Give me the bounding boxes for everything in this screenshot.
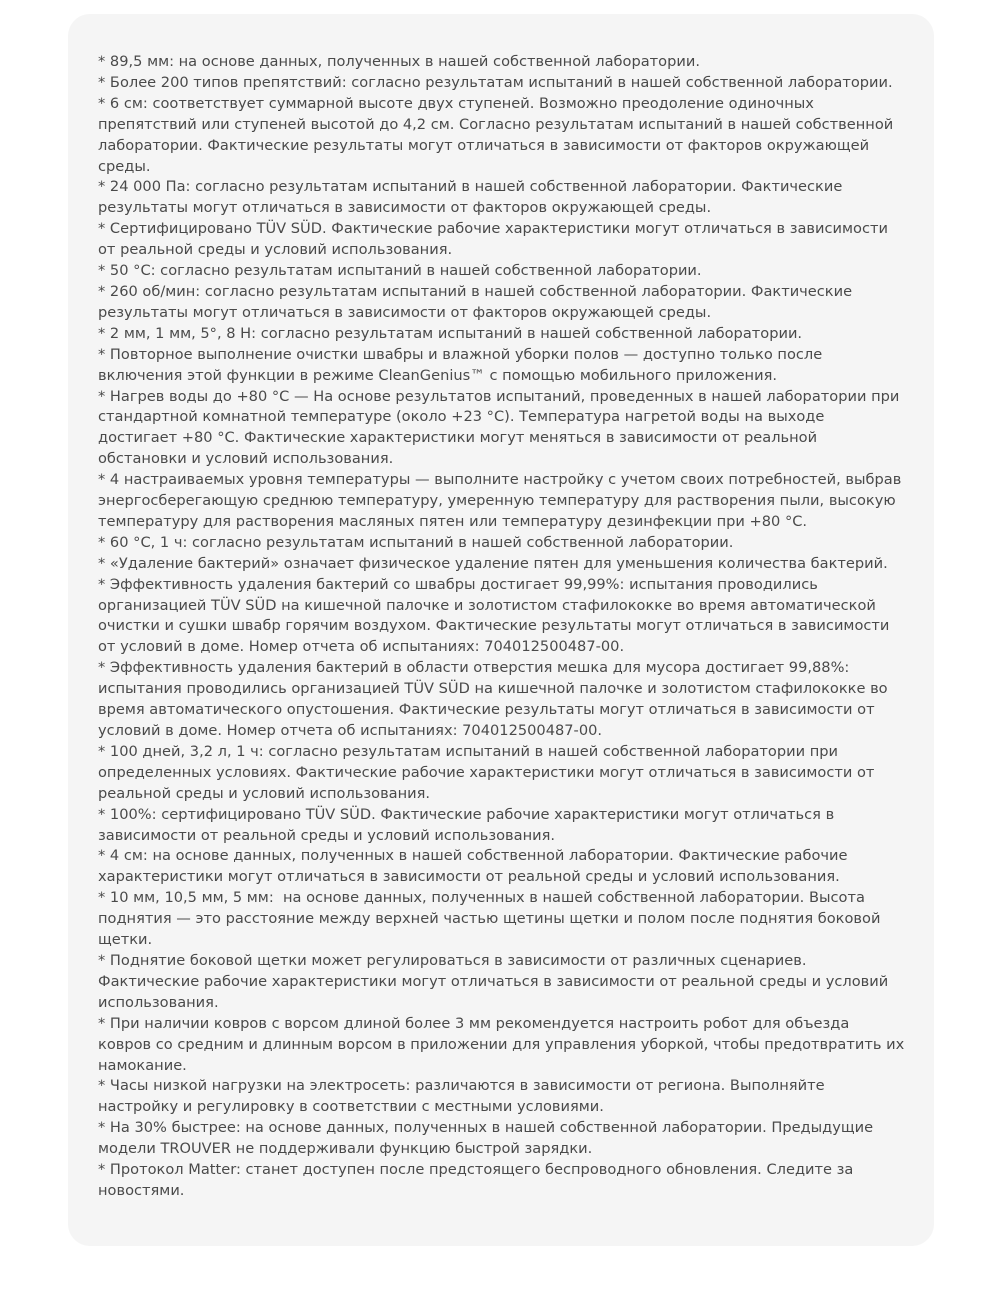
footnote: * 4 настраиваемых уровня температуры — выполните настройку с учетом своих потребностей, выбрав энергосберегающую среднюю температуру, умеренную температуру для растворения пыли, высокую температуру для растворения масляных пятен или температуру дезинфекции при +80 °C.	[98, 471, 906, 530]
footnote: * Часы низкой нагрузки на электросеть: различаются в зависимости от региона. Выполняйте настройку и регулировку в соответствии с местными условиями.	[98, 1077, 830, 1116]
footnote: * 60 °C, 1 ч: согласно результатам испытаний в нашей собственной лаборатории.	[98, 533, 734, 551]
footnote: * Эффективность удаления бактерий в области отверстия мешка для мусора достигает 99,88%: испытания проводились организацией TÜV SÜD на кишечной палочке и золотистом стафилококке во время автоматического опустошения. Фактические результаты могут отличаться в зависимости от условий в доме. Номер отчета об испытаниях: 704012500487-00.	[98, 659, 893, 739]
footnote: * Сертифицировано TÜV SÜD. Фактические рабочие характеристики могут отличаться в зависимости от реальной среды и условий использования.	[98, 220, 893, 259]
footnote: * 260 об/мин: согласно результатам испытаний в нашей собственной лаборатории. Фактические результаты могут отличаться в зависимости от факторов окружающей среды.	[98, 282, 857, 321]
footnotes-card	[68, 14, 934, 1246]
footnote: * На 30% быстрее: на основе данных, полученных в нашей собственной лаборатории. Предыдущие модели TROUVER не поддерживали функцию быстрой зарядки.	[98, 1119, 878, 1158]
footnote: * 2 мм, 1 мм, 5°, 8 Н: согласно результатам испытаний в нашей собственной лаборатории.	[98, 324, 803, 342]
footnote: * Протокол Matter: станет доступен после предстоящего беспроводного обновления. Следите за новостями.	[98, 1161, 858, 1199]
footnote: * 24 000 Па: согласно результатам испытаний в нашей собственной лаборатории. Фактические результаты могут отличаться в зависимости от факторов окружающей среды.	[98, 178, 847, 217]
footnote: * Поднятие боковой щетки может регулироваться в зависимости от различных сценариев. Фактические рабочие характеристики могут отличаться в зависимости от реальной среды и условий использования.	[98, 951, 893, 1011]
footnote: * «Удаление бактерий» означает физическое удаление пятен для уменьшения количества бактерий.	[98, 554, 888, 572]
footnote: * Более 200 типов препятствий: согласно результатам испытаний в нашей собственной лаборатории.	[98, 73, 893, 91]
footnote: * Эффективность удаления бактерий со швабры достигает 99,99%: испытания проводились организацией TÜV SÜD на кишечной палочке и золотистом стафилококке во время автоматической очистки и сушки швабр горячим воздухом. Фактические результаты могут отличаться в зависимости от условий в доме. Номер отчета об испытаниях: 704012500487-00.	[98, 575, 895, 656]
footnote: * 10 мм, 10,5 мм, 5 мм: на основе данных, полученных в нашей собственной лаборатории. Высота поднятия — это расстояние между верхней частью щетины щетки и полом после поднятия боковой щетки.	[98, 889, 886, 949]
footnote: * Нагрев воды до +80 °C — На основе результатов испытаний, проведенных в нашей лаборатории при стандартной комнатной температуре (около +23 °C). Температура нагретой воды на выходе достигает +80 °C. Фактические характеристики могут меняться в зависимости от реальной обстановки и условий использования.	[98, 387, 904, 468]
footnote: * 6 см: соответствует суммарной высоте двух ступеней. Возможно преодоление одиночных препятствий или ступеней высотой до 4,2 см. Согласно результатам испытаний в нашей собственной лаборатории. Фактические результаты могут отличаться в зависимости от факторов окружающей среды.	[98, 94, 898, 175]
footnote: * 100%: сертифицировано TÜV SÜD. Фактические рабочие характеристики могут отличаться в зависимости от реальной среды и условий использования.	[98, 805, 839, 844]
footnote: * 100 дней, 3,2 л, 1 ч: согласно результатам испытаний в нашей собственной лаборатории при определенных условиях. Фактические рабочие характеристики могут отличаться в зависимости от реальной среды и условий использования.	[98, 742, 880, 802]
footnote: * 4 см: на основе данных, полученных в нашей собственной лаборатории. Фактические рабочие характеристики могут отличаться в зависимости от реальной среды и условий использования.	[98, 847, 853, 886]
footnote: * 89,5 мм: на основе данных, полученных в нашей собственной лаборатории.	[98, 53, 700, 70]
footnote: * Повторное выполнение очистки швабры и влажной уборки полов — доступно только после включения этой функции в режиме CleanGenius™ с помощью мобильного приложения.	[98, 345, 827, 384]
footnote: * 50 °C: согласно результатам испытаний в нашей собственной лаборатории.	[98, 262, 702, 280]
footnote: * При наличии ковров с ворсом длиной более 3 мм рекомендуется настроить робот для объезда ковров со средним и длинным ворсом в приложении для управления уборкой, чтобы предотвратить их намокание.	[98, 1014, 909, 1074]
footnotes-list	[98, 52, 909, 1202]
